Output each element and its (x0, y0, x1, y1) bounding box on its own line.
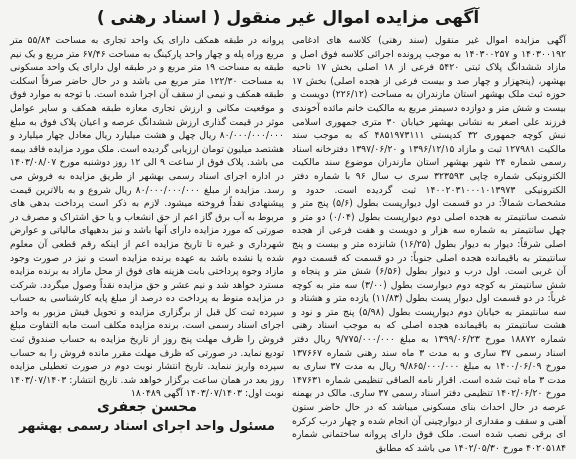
left-column (10, 34, 284, 444)
signature-block (10, 397, 284, 436)
signatory-name: محسن جعفری (96, 399, 198, 415)
right-column (292, 34, 567, 454)
right-column-text: آگهی مزایده اموال غیر منقول (سند رهنی) کلاسه های ادغامی ۱۴۰۳۰۰۱۹۲ و ۱۴۰۳۰۰۲۵۷ به موجب پرونده اجرائی کلاسه فوق اصل و مازاد ششدانگ پلاک ثبتی ۵۴۲۰ فرعی از ۱۸ اصلی بخش ۱۷ ناحیه بهشهر، (پنجهزار و چهار صد و بیست فرعی از هجده اصلی) بخش ۱۷ حوزه ثبت ملک بهشهر استان مازندران به مساحت (۲۲۶/۱۲) دویست و بیست و شش متر و دوازده دسیمتر مربع به مالکیت خانم مائده آخوندی فرزند علی اصغر به نشانی بهشهر خیابان ۳۰ متری جمهوری اسلامی نبش کوچه جمهوری ۳۲ کدپستی ۴۸۵۱۹۷۳۱۱۱ که به موجب سند مالکیت ۱۲۷۹۸۱ ثبت و مازاد ۱۳۹۶/۱۲/۱۵ و ۱۳۹۷/۰۶/۲۰ دفترخانه اسناد رسمی شماره ۲۴ شهر بهشهر استان مازندران موضوع سند مالکیت الکترونیکی شماره چاپی ۳۲۳۵۹۳ سری ب سال ۹۶ با شماره دفتر الکترونیکی ۱۴۰۰۲۰۳۱۰۰۰۱۰۱۳۹۷۳ ثبت گردیده است. حدود و مشخصات شمالاً: در دو قسمت اول دیوارپست بطول (۵/۶) پنج متر و شصت سانتیمتر به هجده اصلی دوم دیوارپست بطول (۰/۰۴) دو متر و چهل سانتیمتر به شماره سه هزار و دویست و هفت فرعی از هجده اصلی شرقاً: دیوار به دیوار بطول (۱۶/۲۵) شانزده متر و بیست و پنج سانتیمتر به باقیمانده هجده اصلی جنوباً: در دو قسمت که قسمت دوم آن غربی است. اول درب و دیوار بطول (۶/۵۶) شش متر و پنجاه و شش سانتیمتر به کوچه دوم دیوارست بطول (۳/۰۰) سه متر به کوچه غرباً: در دو قسمت اول دیوار پست بطول (۱۱/۸۳) یازده متر و هشتاد و سه سانتیمتر به خیابان دوم دیوارپست بطول (۵/۹۸) پنج متر و نود و هشت سانتیمتر به باقیمانده هجده اصلی که به موجب اسناد رهنی شماره ۱۸۸۷۲ مورخ ۱۳۹۹/۰۶/۲۳ به مبلغ ۹/۷۷۵/۰۰۰/۰۰۰ ریال دفتر اسناد رسمی ۳۷ ساری و به مدت ۳ ماه سند رهنی شماره ۱۳۷۶۶۷ مورخ ۱۴۰۰/۰۶/۰۹ به مبلغ ۹/۸۶۵/۰۰۰/۰۰۰ ریال به مدت ۳۷ ساری به مدت ۳ ماه ثبت شده است. اقرار نامه الصاقی تنظیمی شماره ۱۴۷۶۳۱ مورخ ۱۴۰۲/۰۶/۲۰ تنظیمی دفتر اسناد رسمی ۳۷ ساری. مالک در بهمنه عرصه در حال احداث بنای مسکونی میباشد که در حال حاضر ستون آهنی و سقف و مقداری از دیوارچینی آن انجام شده و چهار درب کرکره ای برقی نصب شده است. ملک فوق دارای پروانه ساختمانی شماره ۴۰۲۰۵۱۸۴ مورخ ۱۴۰۲/۰۵/۳۰ می باشد که مطابق (292, 35, 567, 454)
left-column-text: پروانه در طبقه همکف دارای یک واحد تجاری به مساحت ۵۵/۸۴ متر مربع وراه پله و چهار واحد پارکینگ به مساحت ۶۷/۴۶ متر مربع و یک نیم طبقه به مساحت ۱۹ متر مربع و در طبقه اول دارای یک واحد مسکونی به مساحت ۱۲۲/۳۰ متر مربع می باشد و در حال حاضر صرفاً اسکلت طبقه همکف و نیمی از سقف آن اجرا شده است. با توجه به موارد فوق و موقعیت مکانی و ارزش تجاری معازه طبقه همکف و سایر عوامل موثر در قیمت گذاری ارزش ششدانگ عرصه و اعیان پلاک فوق به مبلغ ۸۰/۰۰۰/۰۰۰/۰۰۰ ریال چهل و هشت میلیارد ریال معادل چهار میلیارد و هشتصد میلیون تومان ارزیابی گردیده است. ملک مورد مزایده فاقد بیمه می باشد. پلاک فوق از ساعت ۹ الی ۱۲ روز دوشنبه مورخ ۱۴۰۳/۰۸/۰۷ در اداره اجرای اسناد رسمی بهشهر از طریق مزایده به فروش می رسد. مزایده از مبلغ ۸۰/۰۰۰/۰۰۰/۰۰۰ ریال شروع و به بالاترین قیمت پیشنهادی نقداً فروخته میشود. لازم به ذکر است پرداخت بدهی های مربوط به آب برق گاز اعم از حق انشعاب و یا حق اشتراک و مصرف در صورتی که مورد مزایده دارای آنها باشد و نیز بدهیهای مالیاتی و عوارض شهرداری و غیره تا تاریخ مزایده اعم از اینکه رقم قطعی آن معلوم شده یا نشده باشد به عهده برنده مزایده است و نیز در صورت وجود مازاد وجوه پرداختی بابت هزینه های فوق از محل مازاد به برنده مزایده مسترد خواهد شد و نیم عشر و حق مزایده نقداً وصول میگردد. شرکت در مزایده منوط به پرداخت ده درصد از مبلغ پایه کارشناسی به حساب سپرده ثبت کل قبل از برگزاری مزایده و تحویل فیش مزبور به واحد اجرای اسناد رسمی است. برنده مزایده مکلف است مابه التفاوت مبلغ فروش را ظرف مهلت پنج روز از تاریخ مزایده به حساب صندوق ثبت تودیع نماید. در صورتی که ظرف مهلت مقرر مانده فروش را به حساب سپرده واریز ننماید. تاریخ انتشار نوبت دوم در صورت تعطیلی مزایده روز بعد در همان ساعت برگزار خواهد شد. تاریخ انتشار: ۱۴۰۳/۰۷/۱۴۰۳ نوبت اول: ۱۴۰۳/۰۷/۱۴۰۳ آگهی ۱۸۰۴۸۹ (10, 35, 285, 400)
notice-title: آگهی مزایده اموال غیر منقول ( اسناد رهنی ) (96, 8, 480, 28)
notice-body (10, 34, 567, 454)
signatory-title: مسئول واحد اجرای اسناد رسمی بهشهر (19, 419, 275, 434)
